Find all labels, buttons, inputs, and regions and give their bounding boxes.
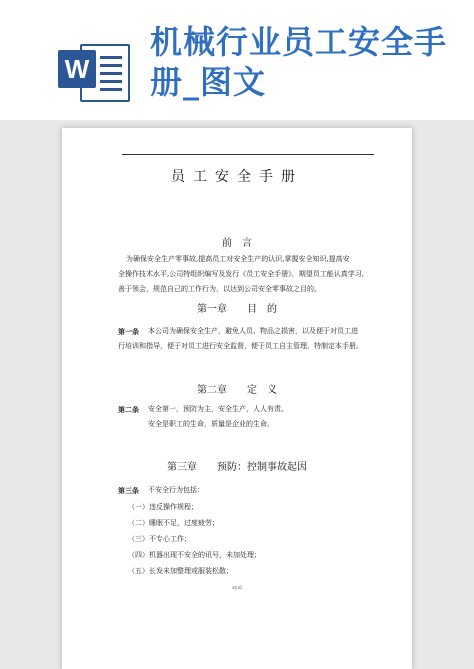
article-1-line: 行培训和指导，便于对员工进行安全监督，便于员工自主管理，特制定本手册。 (118, 342, 363, 350)
article-1-line: 本公司为确保安全生产，避免人员、物品之损害，以及便于对员工进 (148, 327, 358, 335)
chapter-3-heading: 第三章 预防：控制事故起因 (167, 462, 307, 473)
chapter-1-heading: 第一章 目 的 (197, 304, 277, 315)
foreword-heading: 前 言 (222, 238, 252, 249)
article-3-intro: 不安全行为包括： (148, 486, 204, 494)
article-3-label: 第三条 (118, 486, 139, 495)
chapter-2-heading: 第二章 定 义 (197, 385, 277, 396)
article-1-label: 第一条 (118, 327, 139, 336)
article-3-item: （五）长发未加整理或服装松散； (128, 567, 233, 575)
article-2-line: 安全是职工的生命，质量是企业的生命。 (148, 420, 274, 428)
article-3-item: （二）睡眠不足，过度疲劳； (128, 519, 219, 527)
page-footer: zyzl (232, 585, 242, 591)
word-logo-letter: W (58, 50, 96, 88)
document-page (62, 128, 412, 669)
article-3-item: （一）违反操作规程； (128, 503, 198, 511)
header-rule (122, 154, 374, 155)
article-3-item: （三）不专心工作； (128, 535, 191, 543)
article-3-item: （四）机器出现不安全的讯号，未加处理； (128, 551, 261, 559)
document-title: 员工安全手册 (171, 169, 303, 185)
banner-title: 机械行业员工安全手册_图文 (150, 23, 448, 101)
article-2-line: 安全第一，预防为主，安全生产，人人有责。 (148, 405, 288, 413)
banner (0, 0, 474, 120)
word-document-icon (58, 40, 130, 102)
article-2-label: 第二条 (118, 405, 139, 414)
foreword-line: 为确保安全生产零事故,提高员工对安全生产的认识,掌握安全知识,提高安 (126, 255, 350, 263)
foreword-line: 善于领会，规范自己的工作行为，以达到公司安全零事故之目的。 (118, 285, 321, 293)
foreword-line: 全操作技术水平,公司特组织编写及发行《员工安全手册》，期望员工能认真学习, (118, 270, 364, 278)
